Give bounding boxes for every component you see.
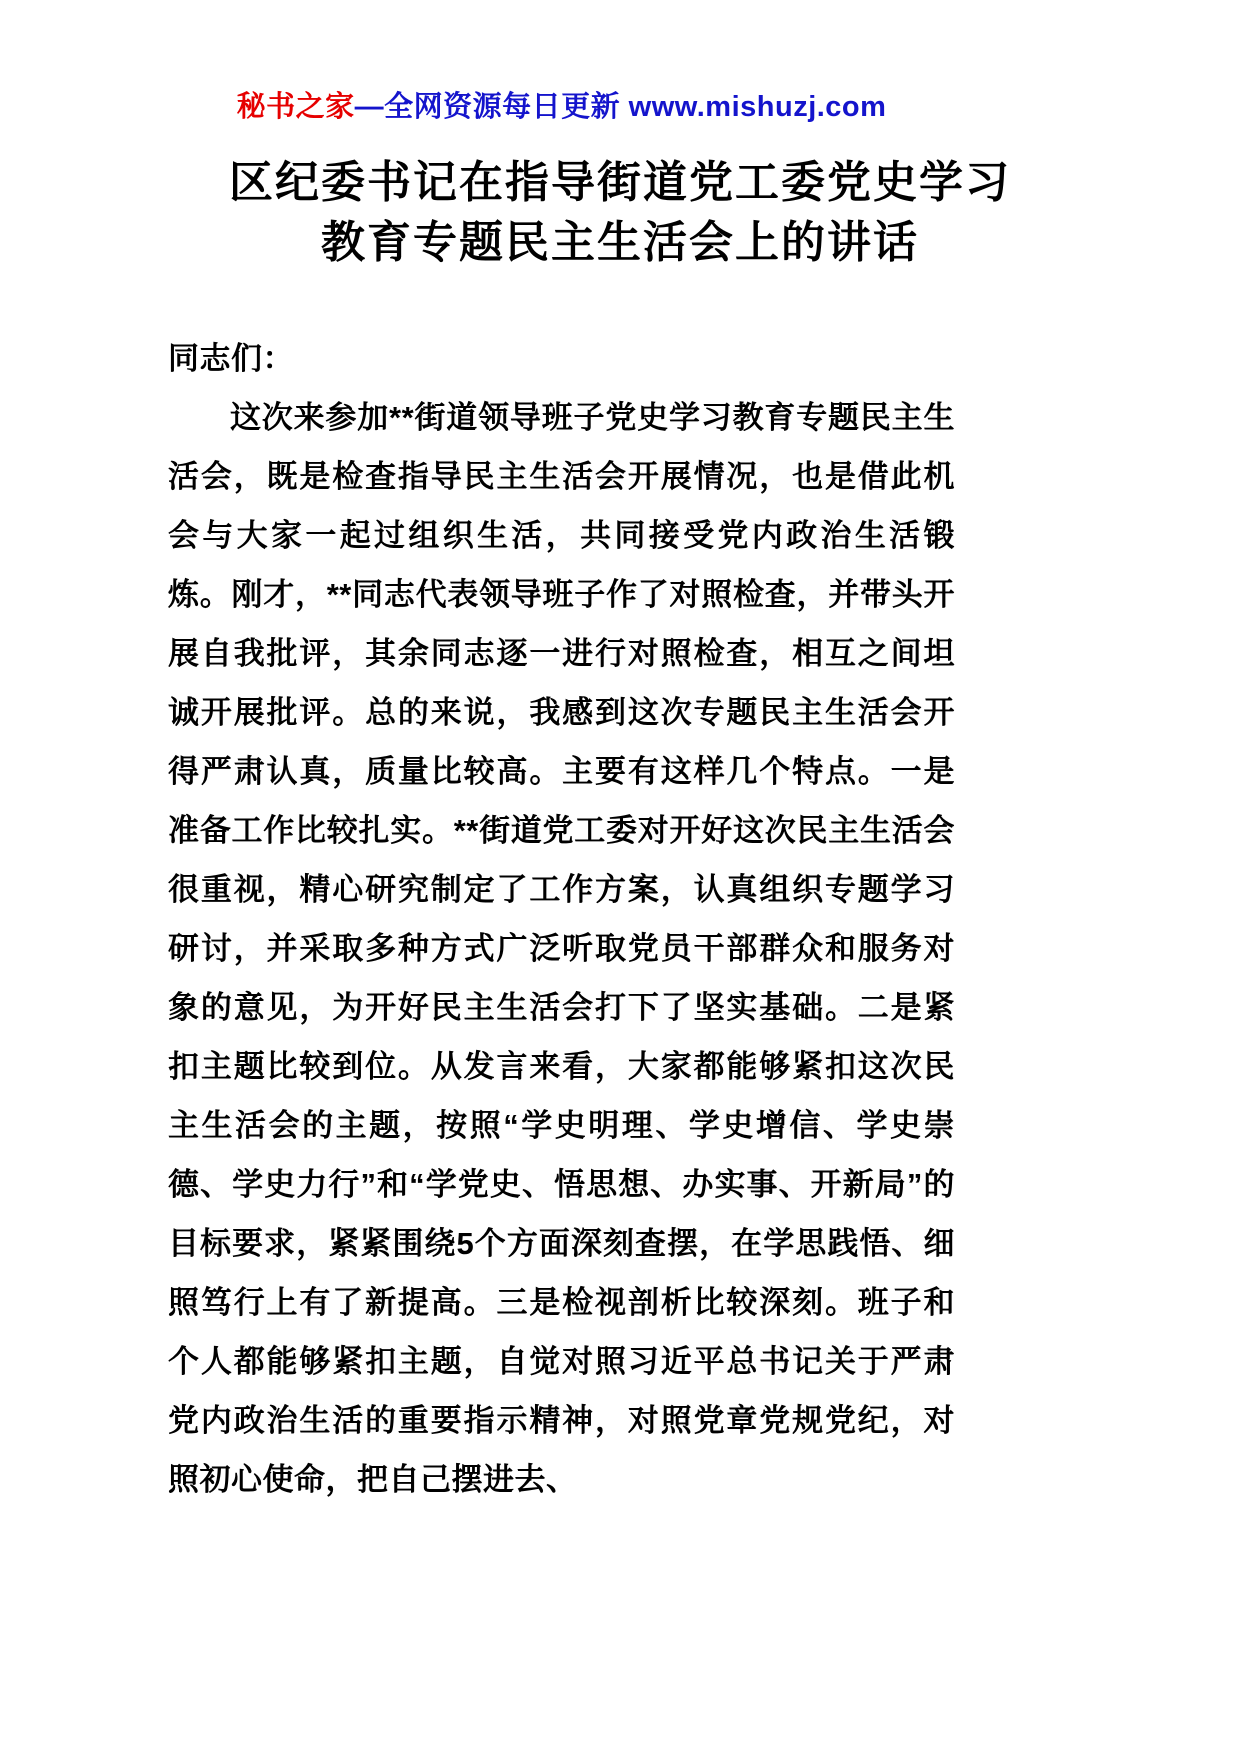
site-brand-text: 秘书之家	[236, 91, 355, 123]
site-tagline-text: —全网资源每日更新 www.mishuzj.com	[354, 91, 887, 123]
document-title-line-1: 区纪委书记在指导街道党工委党史学习	[229, 158, 1011, 207]
site-header-line	[168, 0, 955, 125]
salutation-text: 同志们：	[168, 341, 294, 376]
body-paragraph: 这次来参加**街道领导班子党史学习教育专题民主生活会，既是检查指导民主生活会开展情况，也是借此机会与大家一起过组织生活，共同接受党内政治生活锻炼。刚才，**同志代表领导班子作了对照检查，并带头开展自我批评，其余同志逐一进行对照检查，相互之间坦诚开展批评。总的来说，我感到这次专题民主生活会开得严肃认真，质量比较高。主要有这样几个特点。一是准备工作比较扎实。**街道党工委对开好这次民主生活会很重视，精心研究制定了工作方案，认真组织专题学习研讨，并采取多种方式广泛听取党员干部群众和服务对象的意见，为开好民主生活会打下了坚实基础。二是紧扣主题比较到位。从发言来看，大家都能够紧扣这次民主生活会的主题，按照“学史明理、学史增信、学史崇德、学史力行”和“学党史、悟思想、办实事、开新局”的目标要求，紧紧围绕5个方面深刻查摆，在学思践悟、细照笃行上有了新提高。三是检视剖析比较深刻。班子和个人都能够紧扣主题，自觉对照习近平总书记关于严肃党内政治生活的重要指示精神，对照党章党规党纪，对照初心使命，把自己摆进去、	[168, 400, 955, 1497]
document-title-line-2: 教育专题民主生活会上的讲话	[321, 218, 919, 267]
document-title	[40, 153, 1200, 273]
document-body	[168, 329, 955, 1509]
